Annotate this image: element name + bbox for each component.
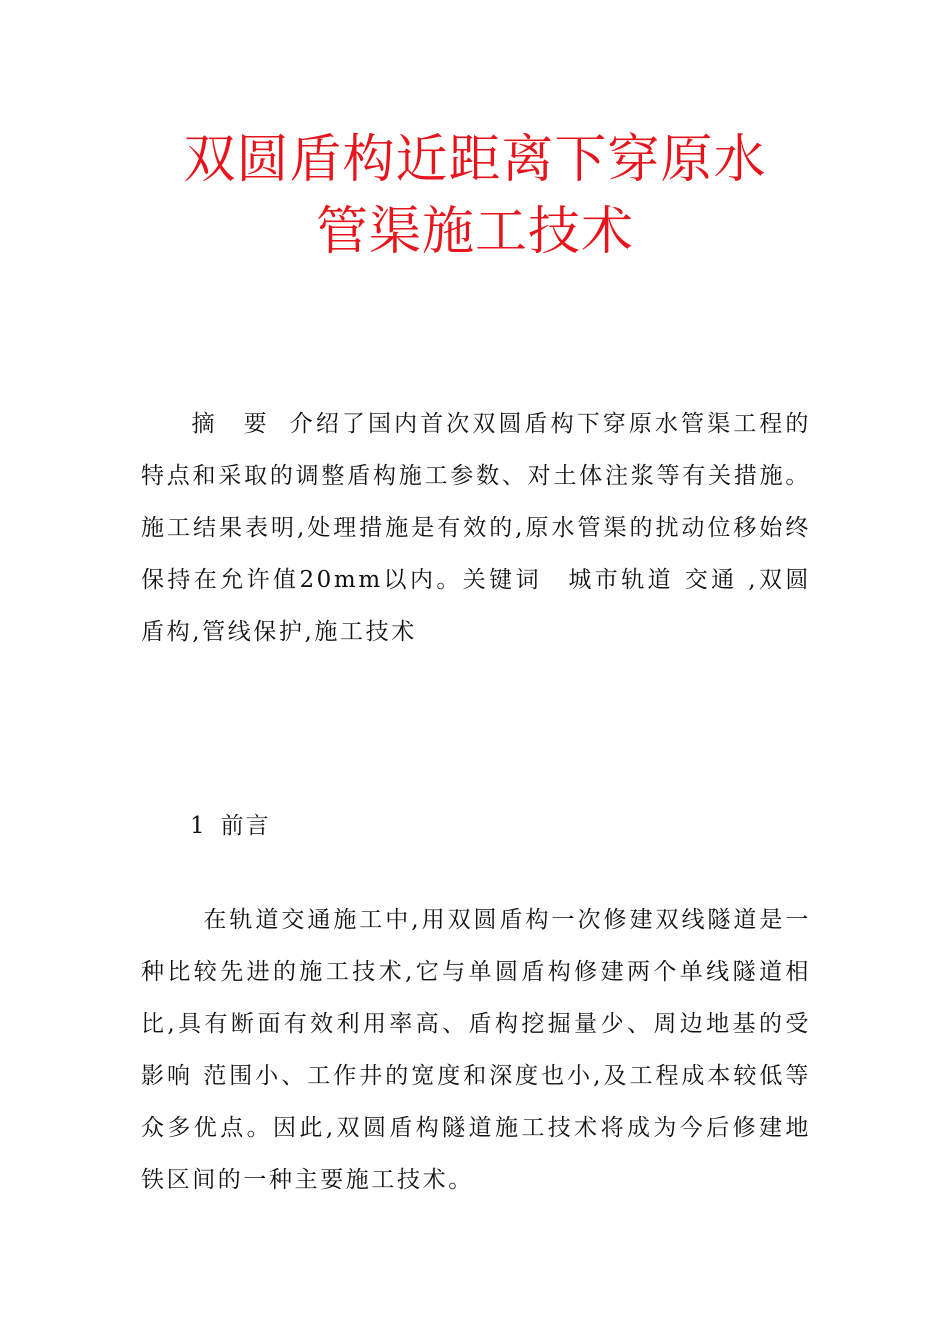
title-line-1: 双圆盾构近距离下穿原水 [183, 130, 767, 190]
abstract-paragraph [141, 398, 811, 658]
intro-text: 在轨道交通施工中,用双圆盾构一次修建双线隧道是一种比较先进的施工技术,它与单圆盾构修建两个单线隧道相比,具有断面有效利用率高、盾构挖掘量少、周边地基的受影响 范围小、工作井的宽度和深度也小,及工程成本较低等众多优点。因此,双圆盾构隧道施工技术将成为今后修建地铁区间的一种主要施工技术。 [141, 907, 811, 1193]
abstract-text: 介绍了国内首次双圆盾构下穿原水管渠工程的特点和采取的调整盾构施工参数、对土体注浆等有关措施。施工结果表明,处理措施是有效的,原水管渠的扰动位移始终保持在允许值20mm以内。关键词 城市轨道 交通 ,双圆盾构,管线保护,施工技术 [141, 411, 811, 645]
abstract-label: 摘 要 [191, 411, 270, 437]
title-line-2: 管渠施工技术 [315, 202, 634, 262]
section-heading [190, 800, 271, 852]
section-title: 前言 [220, 813, 271, 839]
intro-paragraph [141, 894, 811, 1206]
document-title [110, 124, 840, 268]
section-number: 1 [190, 813, 207, 839]
